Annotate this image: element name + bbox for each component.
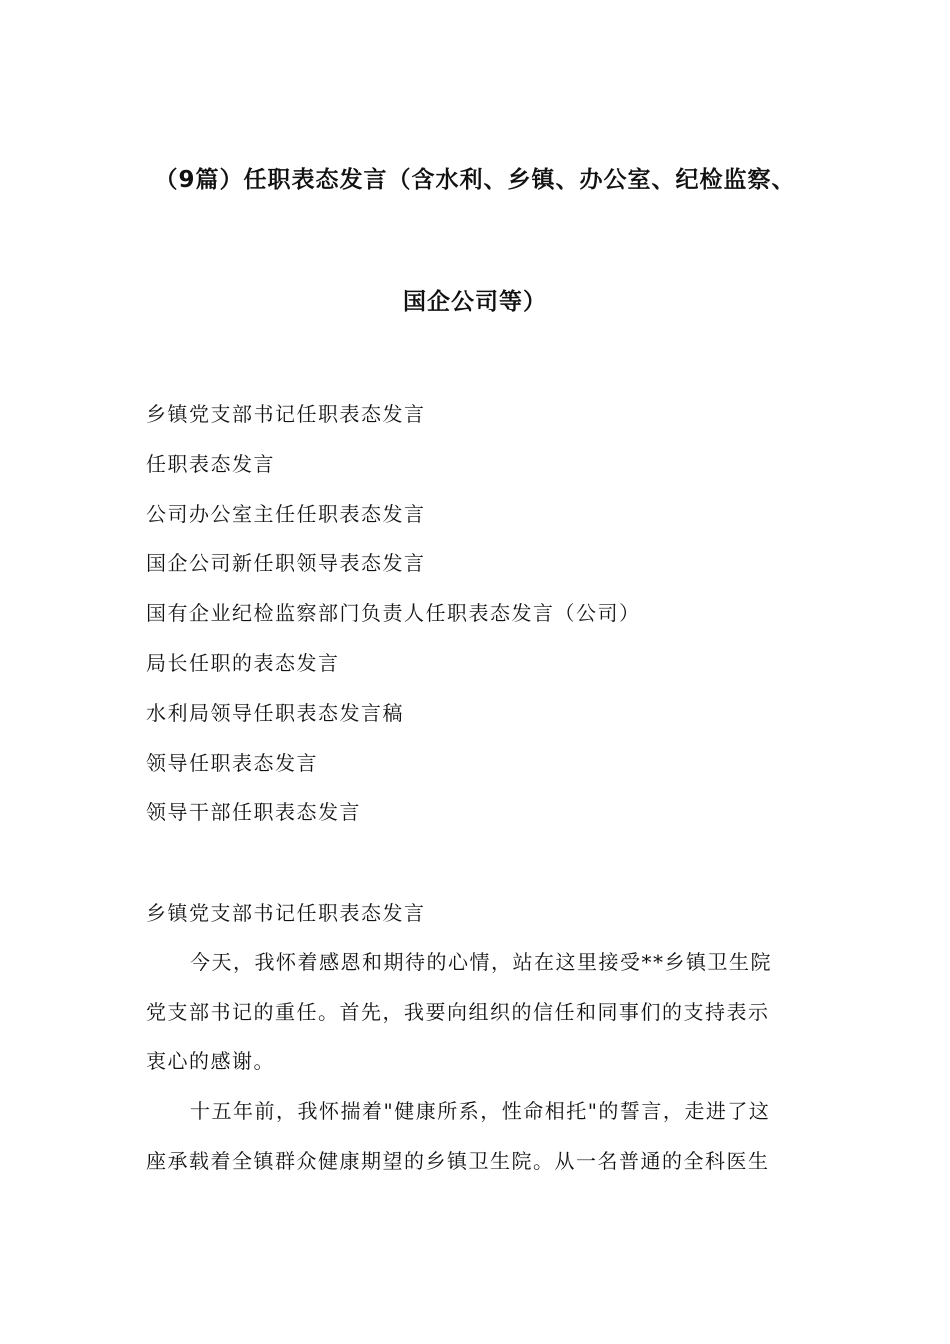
paragraph-line: 十五年前，我怀揣着"健康所系，性命相托"的誓言，走进了这 (190, 1099, 771, 1123)
table-of-contents (146, 400, 826, 848)
paragraph-line: 衷心的感谢。 (146, 1049, 275, 1073)
body-paragraph-2 (146, 1097, 808, 1196)
toc-item: 水利局领导任职表态发言稿 (146, 700, 404, 725)
toc-item: 任职表态发言 (146, 451, 275, 476)
paragraph-line: 今天，我怀着感恩和期待的心情，站在这里接受**乡镇卫生院 (190, 950, 772, 974)
body-paragraph-1 (146, 948, 808, 1097)
toc-item: 公司办公室主任任职表态发言 (146, 501, 426, 526)
paragraph-line: 党支部书记的重任。首先，我要向组织的信任和同事们的支持表示 (146, 999, 770, 1024)
toc-item: 领导任职表态发言 (146, 750, 318, 775)
document-title-line-1: （9篇）任职表态发言（含水利、乡镇、办公室、纪检监察、 (154, 167, 796, 193)
toc-item: 国企公司新任职领导表态发言 (146, 551, 426, 576)
section-heading: 乡镇党支部书记任职表态发言 (146, 901, 426, 925)
paragraph-line: 座承载着全镇群众健康期望的乡镇卫生院。从一名普通的全科医生 (146, 1148, 770, 1173)
toc-item: 局长任职的表态发言 (146, 650, 340, 675)
toc-item: 领导干部任职表态发言 (146, 800, 361, 825)
document-title-line-2: 国企公司等） (403, 289, 547, 315)
toc-item: 乡镇党支部书记任职表态发言 (146, 402, 426, 426)
toc-item: 国有企业纪检监察部门负责人任职表态发言（公司） (146, 601, 641, 626)
